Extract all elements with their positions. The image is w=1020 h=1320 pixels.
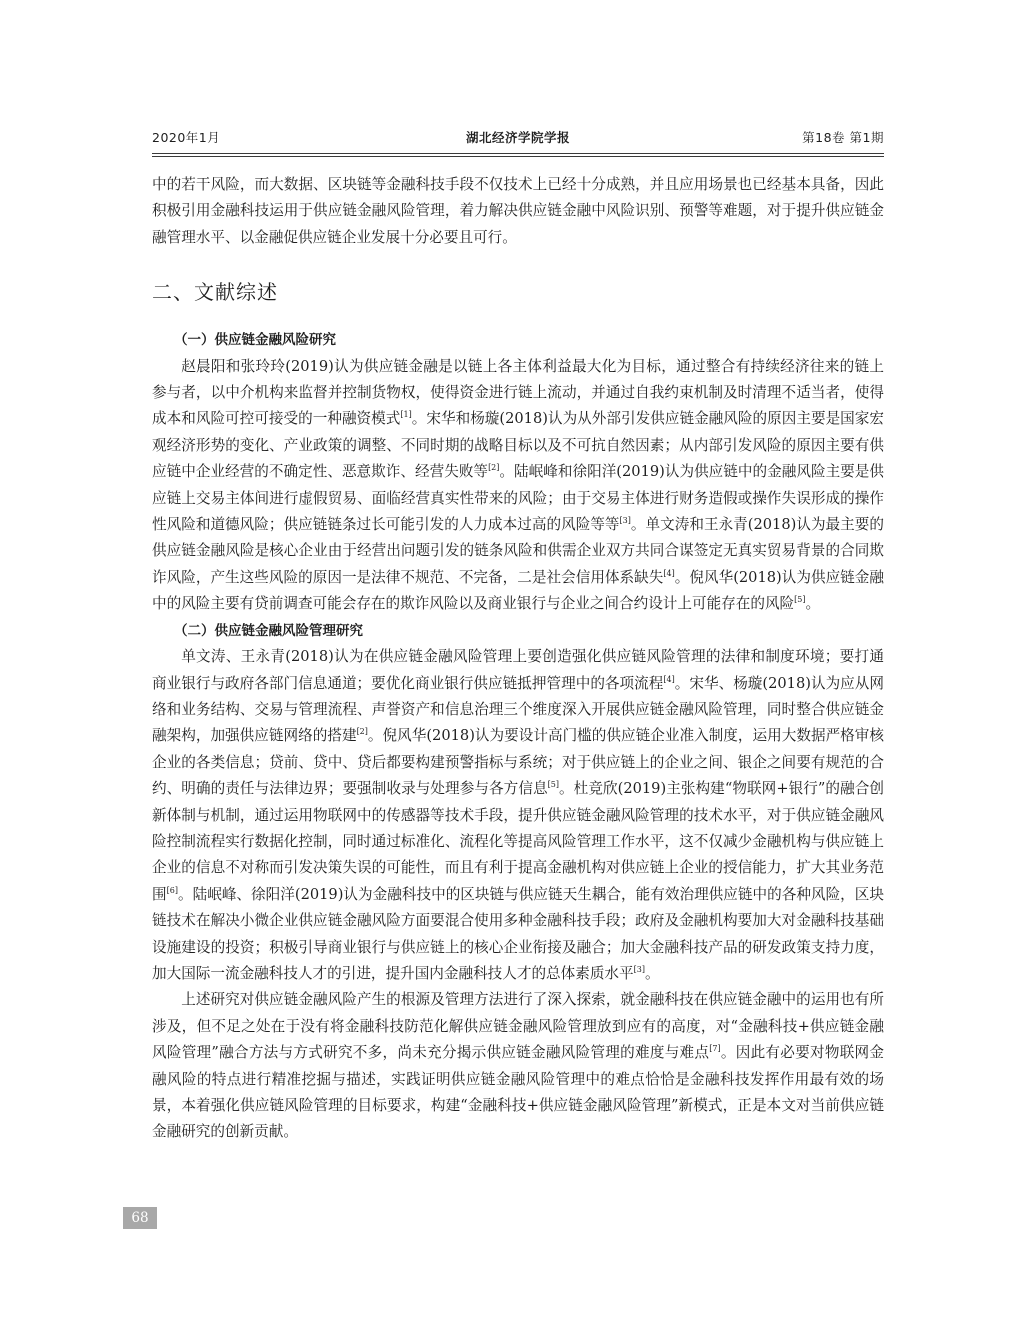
citation-ref: [6] [166,885,178,895]
citation-ref: [5] [794,595,806,605]
page-number: 68 [123,1207,157,1229]
citation-ref: [3] [633,965,645,975]
subsection-2-paragraph-2: 上述研究对供应链金融风险产生的根源及管理方法进行了深入探索，就金融科技在供应链金融中的运用也有所涉及，但不足之处在于没有将金融科技防范化解供应链金融风险管理放到应有的高度，对“金融科技+供应链金融风险管理”融合方法与方式研究不多，尚未充分揭示供应链金融风险管理的难度与难点[7]。因此有必要对物联网金融风险的特点进行精准挖掘与描述，实践证明供应链金融风险管理中的难点恰恰是金融科技发挥作用最有效的场景，本着强化供应链风险管理的目标要求，构建“金融科技+供应链金融风险管理”新模式，正是本文对当前供应链金融研究的创新贡献。 [152,991,884,1141]
citation-ref: [2] [488,463,500,473]
subsection-1-paragraph-1: 赵晨阳和张玲玲(2019)认为供应链金融是以链上各主体利益最大化为目标，通过整合有持续经济往来的链上参与者，以中介机构来监督并控制货物权，使得资金进行链上流动，并通过自我约束机制及时清理不适当者，使得成本和风险可控可接受的一种融资模式[1]。宋华和杨璇(2018)认为从外部引发供应链金融风险的原因主要是国家宏观经济形势的变化、产业政策的调整、不同时期的战略目标以及不可抗自然因素；从内部引发风险的原因主要有供应链中企业经营的不确定性、恶意欺诈、经营失败等[2]。陆岷峰和徐阳洋(2019)认为供应链中的金融风险主要是供应链上交易主体间进行虚假贸易、面临经营真实性带来的风险；由于交易主体进行财务造假或操作失误形成的操作性风险和道德风险；供应链链条过长可能引发的人力成本过高的风险等等[3]。单文涛和王永青(2018)认为最主要的供应链金融风险是核心企业由于经营出问题引发的链条风险和供需企业双方共同合谋签定无真实贸易背景的合同欺诈风险，产生这些风险的原因一是法律不规范、不完备，二是社会信用体系缺失[4]。倪风华(2018)认为供应链金融中的风险主要有贷前调查可能会存在的欺诈风险以及商业银行与企业之间合约设计上可能存在的风险[5]。 [152,357,884,613]
journal-title: 湖北经济学院学报 [465,130,571,145]
article-body [152,172,884,1146]
citation-ref: [1] [400,410,412,420]
subsection-2-paragraph-1: 单文涛、王永青(2018)认为在供应链金融风险管理上要创造强化供应链风险管理的法律和制度环境；要打通商业银行与政府各部门信息通道；要优化商业银行供应链抵押管理中的各项流程[4]。宋华、杨璇(2018)认为应从网络和业务结构、交易与管理流程、声誉资产和信息治理三个维度深入开展供应链金融风险管理，同时整合供应链金融架构，加强供应链网络的搭建[2]。倪风华(2018)认为要设计高门槛的供应链企业准入制度，运用大数据严格审核企业的各类信息；贷前、贷中、贷后都要构建预警指标与系统；对于供应链上的企业之间、银企之间要有规范的合约、明确的责任与法律边界；要强制收录与处理参与各方信息[5]。杜竞欣(2019)主张构建“物联网+银行”的融合创新体制与机制，通过运用物联网中的传感器等技术手段，提升供应链金融风险管理的技术水平，对于供应链金融风险控制流程实行数据化控制，同时通过标准化、流程化等提高风险管理工作水平，这不仅减少金融机构与供应链上企业的信息不对称而引发决策失误的可能性，而且有利于提高金融机构对供应链上企业的授信能力，扩大其业务范围[6]。陆岷峰、徐阳洋(2019)认为金融科技中的区块链与供应链天生耦合，能有效治理供应链中的各种风险，区块链技术在解决小微企业供应链金融风险方面要混合使用多种金融科技手段；政府及金融机构要加大对金融科技基础设施建设的投资；积极引导商业银行与供应链上的核心企业衔接及融合；加大金融科技产品的研发政策支持力度，加大国际一流金融科技人才的引进，提升国内金融科技人才的总体素质水平[3]。 [152,648,884,982]
citation-ref: [4] [663,569,675,579]
running-header [152,128,884,148]
section-title: 二、文献综述 [152,280,278,305]
subsection-heading-2: （二）供应链金融风险管理研究 [174,622,363,639]
subsection-heading-1: （一）供应链金融风险研究 [174,332,336,349]
intro-paragraph: 中的若干风险，而大数据、区块链等金融科技手段不仅技术上已经十分成熟，并且应用场景也已经基本具备，因此积极引用金融科技运用于供应链金融风险管理，着力解决供应链金融中风险识别、预警等难题，对于提升供应链金融管理水平、以金融促供应链企业发展十分必要且可行。 [152,176,884,246]
header-rule-bottom [152,156,884,157]
header-rule-top [152,153,884,154]
citation-ref: [3] [619,516,631,526]
citation-ref: [4] [663,674,675,684]
header-date: 2020年1月 [152,130,221,145]
citation-ref: [7] [709,1044,721,1054]
header-volume-issue: 第18卷 第1期 [802,130,884,145]
citation-ref: [2] [356,727,368,737]
citation-ref: [5] [547,780,559,790]
